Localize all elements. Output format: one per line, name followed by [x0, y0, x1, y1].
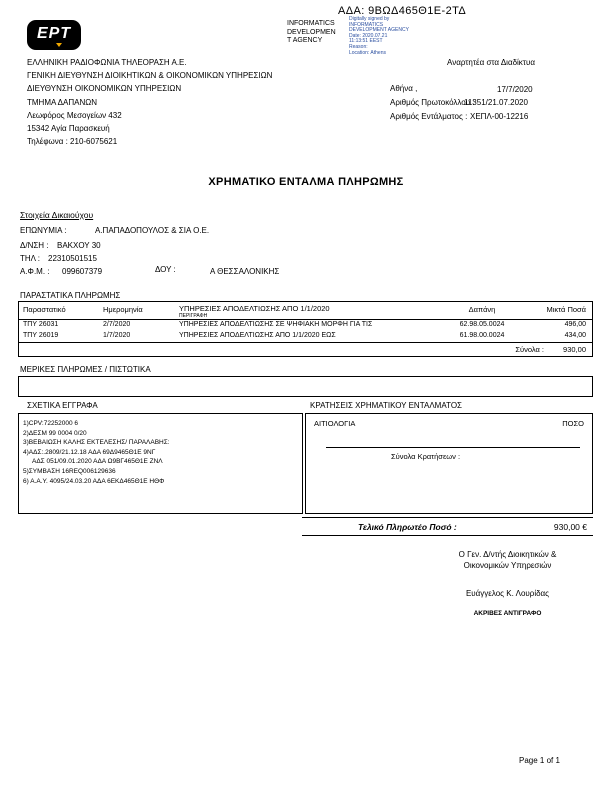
partial-payments-box — [18, 376, 593, 397]
beneficiary-doy-label: ΔΟΥ : — [155, 265, 176, 274]
totals-label: Σύνολα : — [515, 345, 544, 354]
certified-copy-label: ΑΚΡΙΒΕΣ ΑΝΤΙΓΡΑΦΟ — [473, 610, 542, 617]
ada-code: ΑΔΑ: 9ΒΩΔ465Θ1Ε-2ΤΔ — [338, 5, 467, 17]
cell-date: 2/7/2020 — [103, 321, 131, 328]
deductions-section-title: ΚΡΑΤΗΣΕΙΣ ΧΡΗΜΑΤΙΚΟΥ ΕΝΤΑΛΜΑΤΟΣ — [310, 401, 462, 410]
signatory-title-line1: Ο Γεν. Δ/ντής Διοικητικών & — [458, 550, 557, 559]
sender-line: ΤΜΗΜΑ ΔΑΠΑΝΩΝ — [27, 97, 97, 107]
cell-expense-account: 61.98.00.0024 — [459, 332, 505, 339]
posted-on-web-note: Αναρτητέα στα Διαδίκτυα — [447, 58, 535, 67]
city-label: Αθήνα , — [390, 84, 418, 93]
stamp-detail-line: Digitally signed by — [349, 16, 390, 22]
stamp-agency-line: INFORMATICS — [287, 20, 335, 27]
deductions-totals-label: Σύνολα Κρατήσεων : — [391, 452, 461, 461]
ert-logo-triangle-icon — [56, 43, 62, 47]
ert-logo-text: ΕΡΤ — [36, 25, 72, 42]
beneficiary-address-value: ΒΑΚΧΟΥ 30 — [57, 241, 101, 250]
deductions-divider — [326, 447, 580, 448]
stamp-detail-line: Location: Athens — [349, 49, 386, 56]
protocol-label: Αριθμός Πρωτοκόλλου : — [390, 98, 475, 107]
warrant-number-label: Αριθμός Εντάλματος : — [390, 112, 468, 121]
stamp-detail-line: INFORMATICS — [349, 21, 384, 28]
ert-logo — [27, 20, 81, 50]
related-document-line: 6) Α.Α.Υ. 4095/24.03.20 ΑΔΑ 6ΕΚΔ465Θ1Ε ΗΘΦ — [23, 477, 165, 485]
beneficiary-name-value: Α.ΠΑΠΑΔΟΠΟΥΛΟΣ & ΣΙΑ Ο.Ε. — [95, 226, 210, 235]
invoices-table — [18, 301, 593, 357]
signatory-name: Ευάγγελος Κ. Λουρίδας — [465, 589, 550, 598]
related-documents-box — [18, 413, 303, 514]
header-description-line1: ΥΠΗΡΕΣΙΕΣ ΑΠΟΔΕΛΤΙΩΣΗΣ ΑΠΟ 1/1/2020 — [179, 304, 330, 313]
final-amount-label: Τελικό Πληρωτέο Ποσό : — [358, 522, 457, 532]
cell-description: ΥΠΗΡΕΣΙΕΣ ΑΠΟΔΕΛΤΙΩΣΗΣ ΑΠΟ 1/1/2020 ΕΩΣ — [179, 332, 336, 339]
sender-line: ΔΙΕΥΘΥΝΣΗ ΟΙΚΟΝΟΜΙΚΩΝ ΥΠΗΡΕΣΙΩΝ — [27, 84, 182, 94]
deductions-reason-header: ΑΙΤΙΟΛΟΓΙΑ — [314, 419, 356, 428]
cell-description: ΥΠΗΡΕΣΙΕΣ ΑΠΟΔΕΛΤΙΩΣΗΣ ΣΕ ΨΗΦΙΑΚΗ ΜΟΡΦΗ ΓΙΑ ΤΙΣ — [179, 321, 373, 328]
cell-document: ΤΠΥ 26031 — [23, 321, 59, 328]
beneficiary-afm-label: Α.Φ.Μ. : — [20, 267, 50, 276]
final-amount-value: 930,00 € — [553, 522, 587, 532]
sender-line: ΕΛΛΗΝΙΚΗ ΡΑΔΙΟΦΩΝΙΑ ΤΗΛΕΟΡΑΣΗ Α.Ε. — [27, 58, 187, 67]
invoices-totals-row — [19, 342, 592, 356]
sender-line: ΓΕΝΙΚΗ ΔΙΕΥΘΥΝΣΗ ΔΙΟΙΚΗΤΙΚΩΝ & ΟΙΚΟΝΟΜΙΚΩΝ ΥΠΗΡΕΣΙΩΝ — [27, 71, 273, 81]
beneficiary-address-label: Δ/ΝΣΗ : — [20, 241, 49, 250]
related-document-line: ΑΔΣ 051/09.01.2020 ΑΔΑ Ω9ΒΓ465Θ1Ε ΖΝΛ — [32, 458, 163, 466]
final-amount-band — [302, 517, 593, 536]
sender-line: Λεωφόρος Μεσογείων 432 — [27, 110, 122, 120]
beneficiary-section-title: Στοιχεία Δικαιούχου — [20, 210, 94, 220]
cell-date: 1/7/2020 — [103, 332, 131, 339]
sender-line: 15342 Αγία Παρασκευή — [27, 124, 110, 134]
document-title: ΧΡΗΜΑΤΙΚΟ ΕΝΤΑΛΜΑ ΠΛΗΡΩΜΗΣ — [208, 176, 404, 188]
beneficiary-phone-value: 22310501515 — [48, 254, 97, 263]
header-date: Ημερομηνία — [103, 305, 143, 314]
related-document-line: 1)CPV:72252000 6 — [23, 420, 79, 427]
protocol-value: 11351/21.07.2020 — [464, 98, 528, 107]
cell-expense-account: 62.98.05.0024 — [459, 321, 505, 328]
related-documents-section-title: ΣΧΕΤΙΚΑ ΕΓΓΡΑΦΑ — [27, 401, 98, 410]
beneficiary-afm-value: 099607379 — [62, 267, 103, 276]
stamp-detail-line: 11:13:51 EEST — [349, 38, 383, 45]
invoices-table-header — [19, 302, 592, 320]
stamp-agency-line: T AGENCY — [287, 37, 323, 44]
related-document-line: 2)ΔΕΣΜ 99 0004 0/20 — [23, 429, 87, 437]
page-number: Page 1 of 1 — [519, 756, 560, 765]
related-document-line: 4)ΑΔΣ:.2809/21.12.18 ΑΔΑ 69Δ9465Θ1Ε 9ΝΓ — [23, 448, 156, 456]
deductions-box — [305, 413, 593, 514]
table-row — [19, 331, 592, 342]
digital-signature-agency — [287, 20, 336, 46]
date-value: 17/7/2020 — [497, 85, 533, 94]
header-description-line2: ΠΕΡΙΓΡΑΦΗ — [179, 313, 208, 319]
signature-block — [415, 549, 600, 619]
stamp-detail-line: DEVELOPMENT AGENCY — [349, 27, 409, 34]
beneficiary-phone-label: ΤΗΛ : — [20, 254, 41, 263]
beneficiary-name-label: ΕΠΩΝΥΜΙΑ : — [20, 226, 67, 235]
signatory-title-line2: Οικονομικών Υπηρεσιών — [463, 561, 552, 570]
digital-signature-details — [349, 17, 449, 56]
cell-document: ΤΠΥ 26019 — [23, 332, 59, 339]
warrant-number-value: ΧΕΠΛ-00-12216 — [470, 112, 529, 121]
sender-block — [27, 56, 327, 148]
stamp-detail-line: Reason: — [349, 43, 368, 50]
related-document-line: 5)ΣΥΜΒΑΣΗ 16REQ006129636 — [23, 467, 116, 475]
invoices-section-title: ΠΑΡΑΣΤΑΤΙΚΑ ΠΛΗΡΩΜΗΣ — [20, 291, 121, 300]
partial-payments-section-title: ΜΕΡΙΚΕΣ ΠΛΗΡΩΜΕΣ / ΠΙΣΤΩΤΙΚΑ — [20, 365, 151, 374]
header-gross-amount: Μικτά Ποσά — [546, 305, 586, 314]
table-row — [19, 320, 592, 331]
deductions-amount-header: ΠΟΣΟ — [562, 419, 584, 428]
beneficiary-doy-value: Α ΘΕΣΣΑΛΟΝΙΚΗΣ — [210, 267, 280, 276]
related-document-line: 3)ΒΕΒΑΙΩΣΗ ΚΑΛΗΣ ΕΚΤΕΛΕΣΗΣ/ ΠΑΡΑΛΑΒΗΣ: — [23, 439, 170, 447]
stamp-detail-line: Date: 2020.07.21 — [349, 32, 388, 39]
header-expense-account: Δαπάνη — [468, 305, 496, 314]
header-document: Παραστατικό — [23, 305, 66, 314]
cell-gross-amount: 496,00 — [564, 321, 586, 328]
cell-gross-amount: 434,00 — [564, 332, 586, 339]
totals-value: 930,00 — [563, 345, 586, 354]
stamp-agency-line: DEVELOPMEN — [287, 28, 336, 36]
sender-line: Τηλέφωνα : 210-6075621 — [27, 137, 118, 147]
